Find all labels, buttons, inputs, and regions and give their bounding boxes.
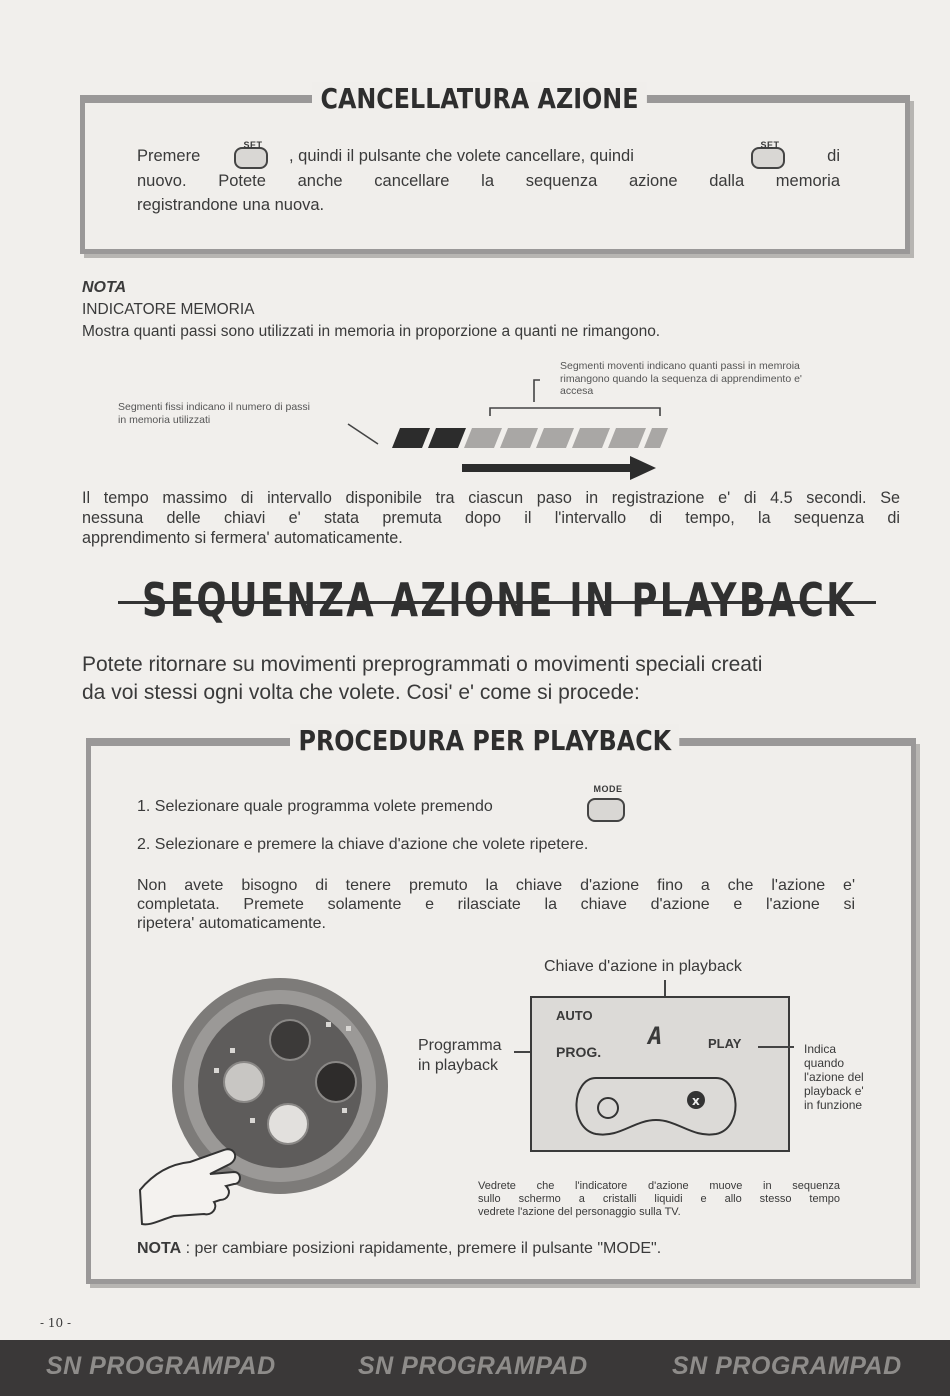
indica-label — [804, 1042, 864, 1112]
indica-line-1: Indica — [804, 1042, 837, 1056]
moving-label-line-2: rimangono quando la sequenza di apprendimento e' — [560, 372, 802, 385]
lcd-prog: PROG. — [556, 1044, 602, 1060]
footer-brand-2: SN PROGRAMPAD — [358, 1352, 588, 1380]
procedure-note-text: : per cambiare posizioni rapidamente, premere il pulsante "MODE". — [185, 1240, 662, 1257]
moving-label-line-1: Segmenti moventi indicano quanti passi in memroia — [560, 360, 800, 372]
moving-segment-2 — [500, 428, 538, 448]
prog-label-line-1: Programma — [418, 1037, 502, 1054]
note-heading: NOTA — [82, 279, 127, 296]
fixed-segment-2 — [428, 428, 466, 448]
interval-line-1: Il tempo massimo di intervallo disponibile tra ciascun paso in registrazione e' di 4.5 secondi. Se — [82, 489, 900, 507]
callout-line — [534, 380, 540, 402]
key-label: Chiave d'azione in playback — [544, 958, 742, 975]
moving-label-line-3: accesa — [560, 385, 594, 397]
mode-button-oval — [587, 784, 625, 822]
mode-button — [587, 784, 625, 822]
footer-band — [0, 1340, 950, 1396]
footer-brand-3: SN PROGRAMPAD — [672, 1352, 902, 1380]
arrow-head — [630, 456, 656, 480]
svg-text:x: x — [692, 1094, 700, 1108]
lcd-screen — [530, 996, 790, 1152]
moving-segment-6 — [644, 428, 668, 448]
arrow-shaft — [462, 464, 640, 472]
lcd-a-indicator: A — [648, 1022, 663, 1050]
indica-line-2: quando — [804, 1056, 845, 1070]
fixed-segments-label — [118, 401, 310, 426]
direction-arrow — [462, 456, 656, 480]
lcd-auto: AUTO — [556, 1008, 593, 1023]
page-number: - 10 - — [40, 1316, 72, 1330]
set-button-2-oval — [751, 139, 785, 169]
moving-bracket-lines — [348, 380, 660, 444]
caption-line-1: Vedrete che l'indicatore d'azione muove in sequenza — [478, 1180, 840, 1192]
fixed-segment-1 — [392, 428, 430, 448]
hand-pointer-icon — [140, 1149, 240, 1224]
step-2: 2. Selezionare e premere la chiave d'azione che volete ripetere. — [137, 836, 589, 853]
fixed-pointer — [348, 424, 378, 444]
button-bottom — [268, 1104, 308, 1144]
set-button-1 — [234, 139, 268, 169]
set-button-1-label: SET — [243, 139, 263, 150]
note-subheading: INDICATORE MEMORIA — [82, 301, 255, 318]
cancel-middle-text: , quindi il pulsante che volete cancellare, quindi — [289, 147, 634, 165]
play-pointer — [758, 1046, 794, 1048]
pad-left-button — [598, 1098, 618, 1118]
fixed-label-line-1: Segmenti fissi indicano il numero di passi — [118, 401, 311, 413]
set-button-2-label: SET — [760, 139, 780, 150]
interval-line-3: apprendimento si fermera' automaticamente. — [82, 529, 403, 547]
cancel-line-2: nuovo. Potete anche cancellare la sequenza azione dalla memoria — [137, 172, 840, 190]
indica-line-4: playback e' — [804, 1084, 864, 1098]
set-button-2 — [751, 139, 785, 169]
moving-segment-5 — [608, 428, 646, 448]
procedure-section-title: PROCEDURA PER PLAYBACK — [290, 724, 680, 758]
fixed-label-line-2: in memoria utilizzati — [118, 413, 211, 426]
moving-bracket — [490, 408, 660, 416]
button-right — [316, 1062, 356, 1102]
procedure-note — [137, 1240, 661, 1258]
playback-heading: SEQUENZA AZIONE IN PLAYBACK — [142, 573, 856, 627]
prog-label — [418, 1036, 502, 1076]
indica-line-5: in funzione — [804, 1098, 863, 1112]
memory-segments — [392, 428, 668, 448]
indica-line-3: l'azione del — [804, 1070, 864, 1084]
set-button-1-oval — [234, 139, 268, 169]
lcd-play: PLAY — [708, 1036, 742, 1051]
mode-button-label: MODE — [593, 784, 623, 794]
step-1 — [137, 784, 737, 826]
cancel-line-3: registrandone una nuova. — [137, 196, 325, 214]
moving-segment-1 — [464, 428, 502, 448]
caption-line-2: sullo schermo a cristalli liquidi e allo stesso tempo — [478, 1193, 840, 1205]
cancel-line-1 — [137, 139, 840, 169]
moving-segment-4 — [572, 428, 610, 448]
note-text: Mostra quanti passi sono utilizzati in memoria in proporzione a quanti ne rimangono. — [82, 323, 661, 340]
prog-label-line-2: in playback — [418, 1057, 499, 1074]
lcd-pad-graphic — [566, 1068, 746, 1148]
playback-intro-2: da voi stessi ogni volta che volete. Cosi' e' come si procede: — [82, 681, 640, 704]
procedure-para-3: ripetera' automaticamente. — [137, 915, 326, 932]
cancel-premere: Premere — [137, 147, 201, 165]
cancel-section-title: CANCELLATURA AZIONE — [312, 82, 647, 116]
step-1-text: 1. Selezionare quale programma volete premendo — [137, 798, 493, 815]
cancel-di: di — [827, 147, 840, 165]
memory-indicator-diagram — [330, 372, 670, 484]
interval-line-2: nessuna delle chiavi e' stata premuta dopo il l'intervallo di tempo, la sequenza di — [82, 509, 900, 527]
procedure-note-label: NOTA — [137, 1240, 182, 1257]
procedure-para-1: Non avete bisogno di tenere premuto la chiave d'azione fino a che l'azione e' — [137, 877, 855, 894]
playback-intro-1: Potete ritornare su movimenti preprogrammati o movimenti speciali creati — [82, 653, 763, 676]
caption-line-3: vedrete l'azione del personaggio sulla TV. — [478, 1206, 681, 1218]
footer-brand-1: SN PROGRAMPAD — [46, 1352, 276, 1380]
moving-segment-3 — [536, 428, 574, 448]
pad-outline — [576, 1078, 735, 1135]
procedure-para-2: completata. Premete solamente e rilasciate la chiave d'azione e l'azione si — [137, 896, 855, 913]
button-top — [270, 1020, 310, 1060]
button-left — [224, 1062, 264, 1102]
controller-illustration — [130, 968, 420, 1230]
